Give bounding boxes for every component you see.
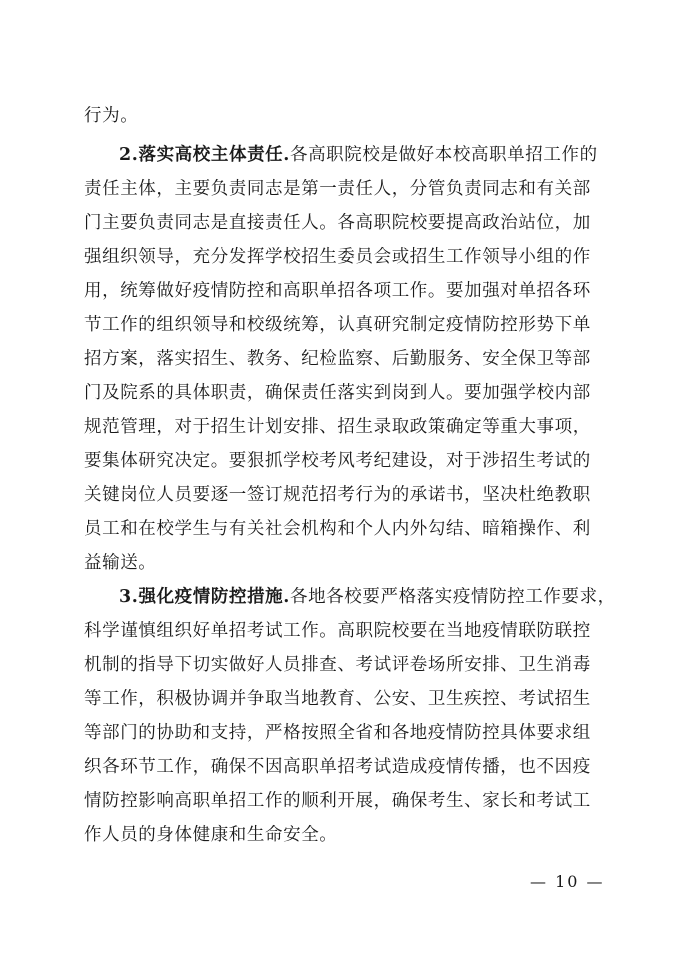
- text-line: 用，统筹做好疫情防控和高职单招各项工作。要加强对单招各环: [84, 281, 591, 301]
- text-line: 强组织领导，充分发挥学校招生委员会或招生工作领导小组的作: [84, 247, 591, 267]
- section-3-lead-text: 各地各校要严格落实疫情防控工作要求，: [289, 587, 616, 607]
- text-line: 节工作的组织领导和校级统筹，认真研究制定疫情防控形势下单: [84, 315, 591, 335]
- section-3-heading: 3.强化疫情防控措施.: [119, 587, 290, 607]
- section-2-first-line: [119, 138, 598, 172]
- section-2-heading: 2.落实高校主体责任.: [119, 145, 290, 165]
- section-3-first-line: [119, 580, 616, 614]
- text-line: 等部门的协助和支持，严格按照全省和各地疫情防控具体要求组: [84, 723, 591, 743]
- text-line: 招方案，落实招生、教务、纪检监察、后勤服务、安全保卫等部: [84, 349, 591, 369]
- text-line: 责任主体，主要负责同志是第一责任人，分管负责同志和有关部: [84, 179, 591, 199]
- text-line: 门及院系的具体职责，确保责任落实到岗到人。要加强学校内部: [84, 383, 591, 403]
- text-line: 织各环节工作，确保不因高职单招考试造成疫情传播，也不因疫: [84, 757, 591, 777]
- page-number: — 10 —: [530, 872, 605, 891]
- text-line: 作人员的身体健康和生命安全。: [84, 825, 338, 845]
- text-line: 门主要负责同志是直接责任人。各高职院校要提高政治站位，加: [84, 213, 591, 233]
- text-line: 关键岗位人员要逐一签订规范招考行为的承诺书，坚决杜绝教职: [84, 485, 591, 505]
- text-line: 规范管理，对于招生计划安排、招生录取政策确定等重大事项，: [84, 417, 591, 437]
- text-line: 机制的指导下切实做好人员排查、考试评卷场所安排、卫生消毒: [84, 655, 591, 675]
- text-line: 行为。: [84, 106, 139, 126]
- text-line: 等工作，积极协调并争取当地教育、公安、卫生疾控、考试招生: [84, 689, 591, 709]
- text-line: 科学谨慎组织好单招考试工作。高职院校要在当地疫情联防联控: [84, 621, 591, 641]
- text-line: 益输送。: [84, 553, 157, 573]
- text-line: 情防控影响高职单招工作的顺利开展，确保考生、家长和考试工: [84, 791, 591, 811]
- text-line: 要集体研究决定。要狠抓学校考风考纪建设，对于涉招生考试的: [84, 451, 591, 471]
- section-2-lead-text: 各高职院校是做好本校高职单招工作的: [289, 145, 598, 165]
- text-line: 员工和在校学生与有关社会机构和个人内外勾结、暗箱操作、利: [84, 519, 591, 539]
